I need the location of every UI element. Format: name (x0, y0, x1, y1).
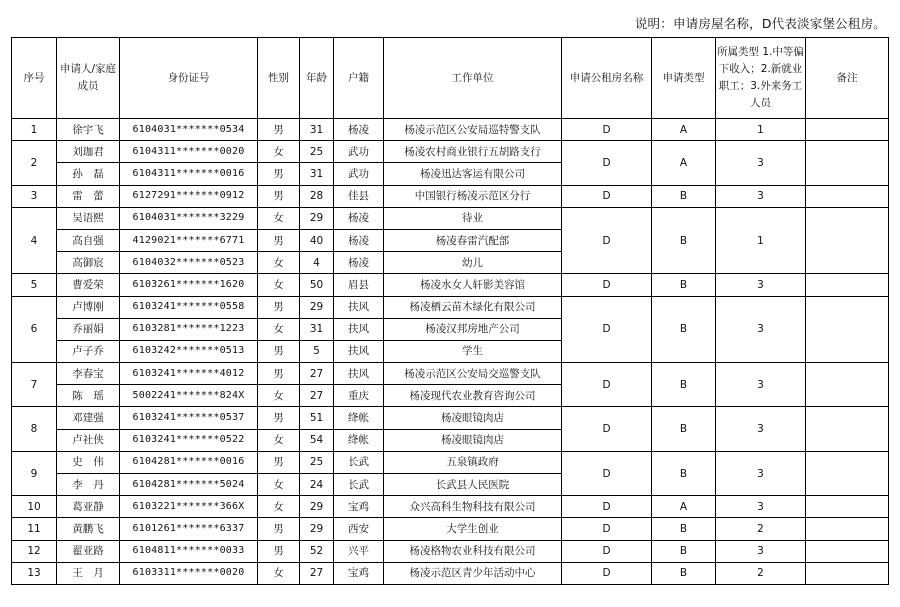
gender-cell: 女 (258, 274, 300, 296)
house-cell: D (562, 451, 652, 495)
type-cell: B (652, 518, 716, 540)
house-cell: D (562, 540, 652, 562)
house-cell: D (562, 518, 652, 540)
work-cell: 长武县人民医院 (384, 474, 562, 496)
work-cell: 杨凌栖云苗木绿化有限公司 (384, 296, 562, 318)
type-cell: B (652, 540, 716, 562)
header-applicant: 申请人/家庭成员 (57, 38, 120, 119)
age-cell: 29 (300, 296, 334, 318)
work-cell: 待业 (384, 207, 562, 229)
header-remark: 备注 (806, 38, 889, 119)
house-cell: D (562, 363, 652, 407)
age-cell: 27 (300, 363, 334, 385)
remark-cell (806, 207, 889, 274)
hukou-cell: 兴平 (334, 540, 384, 562)
work-cell: 中国银行杨凌示范区分行 (384, 185, 562, 207)
category-cell: 3 (716, 451, 806, 495)
hukou-cell: 绛帐 (334, 407, 384, 429)
hukou-cell: 杨凌 (334, 252, 384, 274)
id-cell: 6104811*******0033 (120, 540, 258, 562)
name-cell: 李 丹 (57, 474, 120, 496)
category-cell: 3 (716, 540, 806, 562)
name-cell: 卢社侠 (57, 429, 120, 451)
type-cell: B (652, 451, 716, 495)
name-cell: 卢子乔 (57, 340, 120, 362)
age-cell: 25 (300, 141, 334, 163)
header-age: 年龄 (300, 38, 334, 119)
hukou-cell: 长武 (334, 451, 384, 473)
gender-cell: 男 (258, 296, 300, 318)
house-cell: D (562, 562, 652, 584)
type-cell: B (652, 185, 716, 207)
id-cell: 6103241*******0522 (120, 429, 258, 451)
header-category: 所属类型 1.中等偏下收入；2.新就业职工；3.外来务工人员 (716, 38, 806, 119)
name-cell: 刘珈君 (57, 141, 120, 163)
age-cell: 31 (300, 163, 334, 185)
work-cell: 杨凌迅达客运有限公司 (384, 163, 562, 185)
gender-cell: 女 (258, 252, 300, 274)
house-cell: D (562, 407, 652, 451)
hukou-cell: 重庆 (334, 385, 384, 407)
gender-cell: 男 (258, 451, 300, 473)
gender-cell: 男 (258, 518, 300, 540)
table-row (12, 407, 889, 429)
name-cell: 李春宝 (57, 363, 120, 385)
hukou-cell: 绛帐 (334, 429, 384, 451)
table-row (12, 496, 889, 518)
hukou-cell: 长武 (334, 474, 384, 496)
id-cell: 5002241*******824X (120, 385, 258, 407)
work-cell: 杨凌格物农业科技有限公司 (384, 540, 562, 562)
id-cell: 6101261*******6337 (120, 518, 258, 540)
id-cell: 6127291*******0912 (120, 185, 258, 207)
hukou-cell: 扶风 (334, 363, 384, 385)
header-id: 身份证号 (120, 38, 258, 119)
work-cell: 杨凌现代农业教育咨询公司 (384, 385, 562, 407)
name-cell: 乔丽娟 (57, 318, 120, 340)
work-cell: 五泉镇政府 (384, 451, 562, 473)
remark-cell (806, 274, 889, 296)
remark-cell (806, 119, 889, 141)
table-row (12, 296, 889, 318)
header-row (12, 38, 889, 119)
remark-cell (806, 141, 889, 185)
category-cell: 1 (716, 207, 806, 274)
type-cell: A (652, 119, 716, 141)
hukou-cell: 宝鸡 (334, 562, 384, 584)
hukou-cell: 西安 (334, 518, 384, 540)
name-cell: 史 伟 (57, 451, 120, 473)
gender-cell: 男 (258, 229, 300, 251)
category-cell: 3 (716, 407, 806, 451)
applicant-table (11, 37, 889, 585)
table-row (12, 562, 889, 584)
category-cell: 3 (716, 296, 806, 363)
table-row (12, 451, 889, 473)
age-cell: 31 (300, 119, 334, 141)
header-type: 申请类型 (652, 38, 716, 119)
hukou-cell: 扶风 (334, 296, 384, 318)
age-cell: 40 (300, 229, 334, 251)
table-row (12, 518, 889, 540)
name-cell: 高御宸 (57, 252, 120, 274)
id-cell: 6103241*******0558 (120, 296, 258, 318)
house-cell: D (562, 496, 652, 518)
hukou-cell: 扶风 (334, 318, 384, 340)
work-cell: 杨凌示范区公安局交巡警支队 (384, 363, 562, 385)
header-gender: 性别 (258, 38, 300, 119)
id-cell: 6104311*******0016 (120, 163, 258, 185)
table-row (12, 274, 889, 296)
house-cell: D (562, 296, 652, 363)
id-cell: 6103261*******1620 (120, 274, 258, 296)
hukou-cell: 武功 (334, 141, 384, 163)
seq-cell: 2 (12, 141, 57, 185)
seq-cell: 5 (12, 274, 57, 296)
gender-cell: 女 (258, 429, 300, 451)
age-cell: 25 (300, 451, 334, 473)
id-cell: 6103281*******1223 (120, 318, 258, 340)
name-cell: 孙 磊 (57, 163, 120, 185)
work-cell: 杨凌示范区公安局巡特警支队 (384, 119, 562, 141)
remark-cell (806, 496, 889, 518)
name-cell: 陈 瑶 (57, 385, 120, 407)
category-cell: 3 (716, 141, 806, 185)
seq-cell: 1 (12, 119, 57, 141)
age-cell: 27 (300, 562, 334, 584)
header-work: 工作单位 (384, 38, 562, 119)
category-cell: 3 (716, 185, 806, 207)
seq-cell: 13 (12, 562, 57, 584)
house-cell: D (562, 207, 652, 274)
category-cell: 3 (716, 274, 806, 296)
name-cell: 邓建强 (57, 407, 120, 429)
name-cell: 高自强 (57, 229, 120, 251)
seq-cell: 10 (12, 496, 57, 518)
header-seq: 序号 (12, 38, 57, 119)
category-cell: 1 (716, 119, 806, 141)
hukou-cell: 杨凌 (334, 119, 384, 141)
category-cell: 3 (716, 496, 806, 518)
seq-cell: 8 (12, 407, 57, 451)
table-body (12, 38, 889, 585)
work-cell: 杨凌汉邦房地产公司 (384, 318, 562, 340)
id-cell: 6104281*******0016 (120, 451, 258, 473)
type-cell: B (652, 562, 716, 584)
category-cell: 2 (716, 562, 806, 584)
hukou-cell: 杨凌 (334, 207, 384, 229)
header-house: 申请公租房名称 (562, 38, 652, 119)
seq-cell: 6 (12, 296, 57, 363)
id-cell: 6104311*******0020 (120, 141, 258, 163)
table-row (12, 185, 889, 207)
header-hukou: 户籍 (334, 38, 384, 119)
work-cell: 大学生创业 (384, 518, 562, 540)
gender-cell: 女 (258, 141, 300, 163)
hukou-cell: 眉县 (334, 274, 384, 296)
gender-cell: 女 (258, 207, 300, 229)
work-cell: 学生 (384, 340, 562, 362)
id-cell: 4129021*******6771 (120, 229, 258, 251)
name-cell: 黄鹏飞 (57, 518, 120, 540)
id-cell: 6103311*******0020 (120, 562, 258, 584)
hukou-cell: 武功 (334, 163, 384, 185)
remark-cell (806, 296, 889, 363)
gender-cell: 女 (258, 385, 300, 407)
work-cell: 杨凌示范区青少年活动中心 (384, 562, 562, 584)
id-cell: 6103241*******4012 (120, 363, 258, 385)
type-cell: B (652, 407, 716, 451)
house-cell: D (562, 119, 652, 141)
category-cell: 2 (716, 518, 806, 540)
gender-cell: 男 (258, 363, 300, 385)
remark-cell (806, 363, 889, 407)
hukou-cell: 佳县 (334, 185, 384, 207)
table-row (12, 540, 889, 562)
name-cell: 雷 蕾 (57, 185, 120, 207)
name-cell: 吴语熙 (57, 207, 120, 229)
id-cell: 6103242*******0513 (120, 340, 258, 362)
age-cell: 52 (300, 540, 334, 562)
remark-cell (806, 185, 889, 207)
name-cell: 卢博刚 (57, 296, 120, 318)
applicant-table-container (11, 37, 889, 585)
seq-cell: 12 (12, 540, 57, 562)
type-cell: B (652, 274, 716, 296)
table-row (12, 141, 889, 163)
seq-cell: 3 (12, 185, 57, 207)
house-cell: D (562, 185, 652, 207)
gender-cell: 男 (258, 163, 300, 185)
work-cell: 杨凌农村商业银行五胡路支行 (384, 141, 562, 163)
gender-cell: 男 (258, 119, 300, 141)
age-cell: 31 (300, 318, 334, 340)
gender-cell: 女 (258, 318, 300, 340)
work-cell: 幼儿 (384, 252, 562, 274)
name-cell: 曹爱荣 (57, 274, 120, 296)
age-cell: 50 (300, 274, 334, 296)
gender-cell: 男 (258, 340, 300, 362)
note-text: 说明：申请房屋名称，D代表淡家堡公租房。 (634, 16, 886, 31)
type-cell: A (652, 141, 716, 185)
house-cell: D (562, 141, 652, 185)
remark-cell (806, 518, 889, 540)
gender-cell: 女 (258, 562, 300, 584)
remark-cell (806, 540, 889, 562)
name-cell: 翟亚路 (57, 540, 120, 562)
gender-cell: 女 (258, 474, 300, 496)
name-cell: 葛亚静 (57, 496, 120, 518)
id-cell: 6104032*******0523 (120, 252, 258, 274)
work-cell: 众兴高科生物科技有限公司 (384, 496, 562, 518)
hukou-cell: 宝鸡 (334, 496, 384, 518)
age-cell: 29 (300, 496, 334, 518)
house-cell: D (562, 274, 652, 296)
id-cell: 6103241*******0537 (120, 407, 258, 429)
remark-cell (806, 562, 889, 584)
age-cell: 4 (300, 252, 334, 274)
table-row (12, 207, 889, 229)
type-cell: B (652, 363, 716, 407)
gender-cell: 女 (258, 496, 300, 518)
age-cell: 54 (300, 429, 334, 451)
age-cell: 28 (300, 185, 334, 207)
table-row (12, 363, 889, 385)
type-cell: A (652, 496, 716, 518)
gender-cell: 男 (258, 407, 300, 429)
remark-cell (806, 407, 889, 451)
id-cell: 6103221*******366X (120, 496, 258, 518)
work-cell: 杨凌眼镜肉店 (384, 429, 562, 451)
age-cell: 24 (300, 474, 334, 496)
category-cell: 3 (716, 363, 806, 407)
hukou-cell: 扶风 (334, 340, 384, 362)
work-cell: 杨凌眼镜肉店 (384, 407, 562, 429)
seq-cell: 4 (12, 207, 57, 274)
age-cell: 27 (300, 385, 334, 407)
remark-cell (806, 451, 889, 495)
type-cell: B (652, 296, 716, 363)
age-cell: 5 (300, 340, 334, 362)
id-cell: 6104281*******5024 (120, 474, 258, 496)
work-cell: 杨凌水女人轩影美容馆 (384, 274, 562, 296)
table-row (12, 119, 889, 141)
gender-cell: 男 (258, 540, 300, 562)
id-cell: 6104031*******3229 (120, 207, 258, 229)
gender-cell: 男 (258, 185, 300, 207)
work-cell: 杨凌春雷汽配部 (384, 229, 562, 251)
hukou-cell: 杨凌 (334, 229, 384, 251)
seq-cell: 11 (12, 518, 57, 540)
seq-cell: 7 (12, 363, 57, 407)
id-cell: 6104031*******0534 (120, 119, 258, 141)
type-cell: B (652, 207, 716, 274)
age-cell: 29 (300, 207, 334, 229)
age-cell: 51 (300, 407, 334, 429)
name-cell: 王 月 (57, 562, 120, 584)
seq-cell: 9 (12, 451, 57, 495)
age-cell: 29 (300, 518, 334, 540)
name-cell: 徐宇飞 (57, 119, 120, 141)
